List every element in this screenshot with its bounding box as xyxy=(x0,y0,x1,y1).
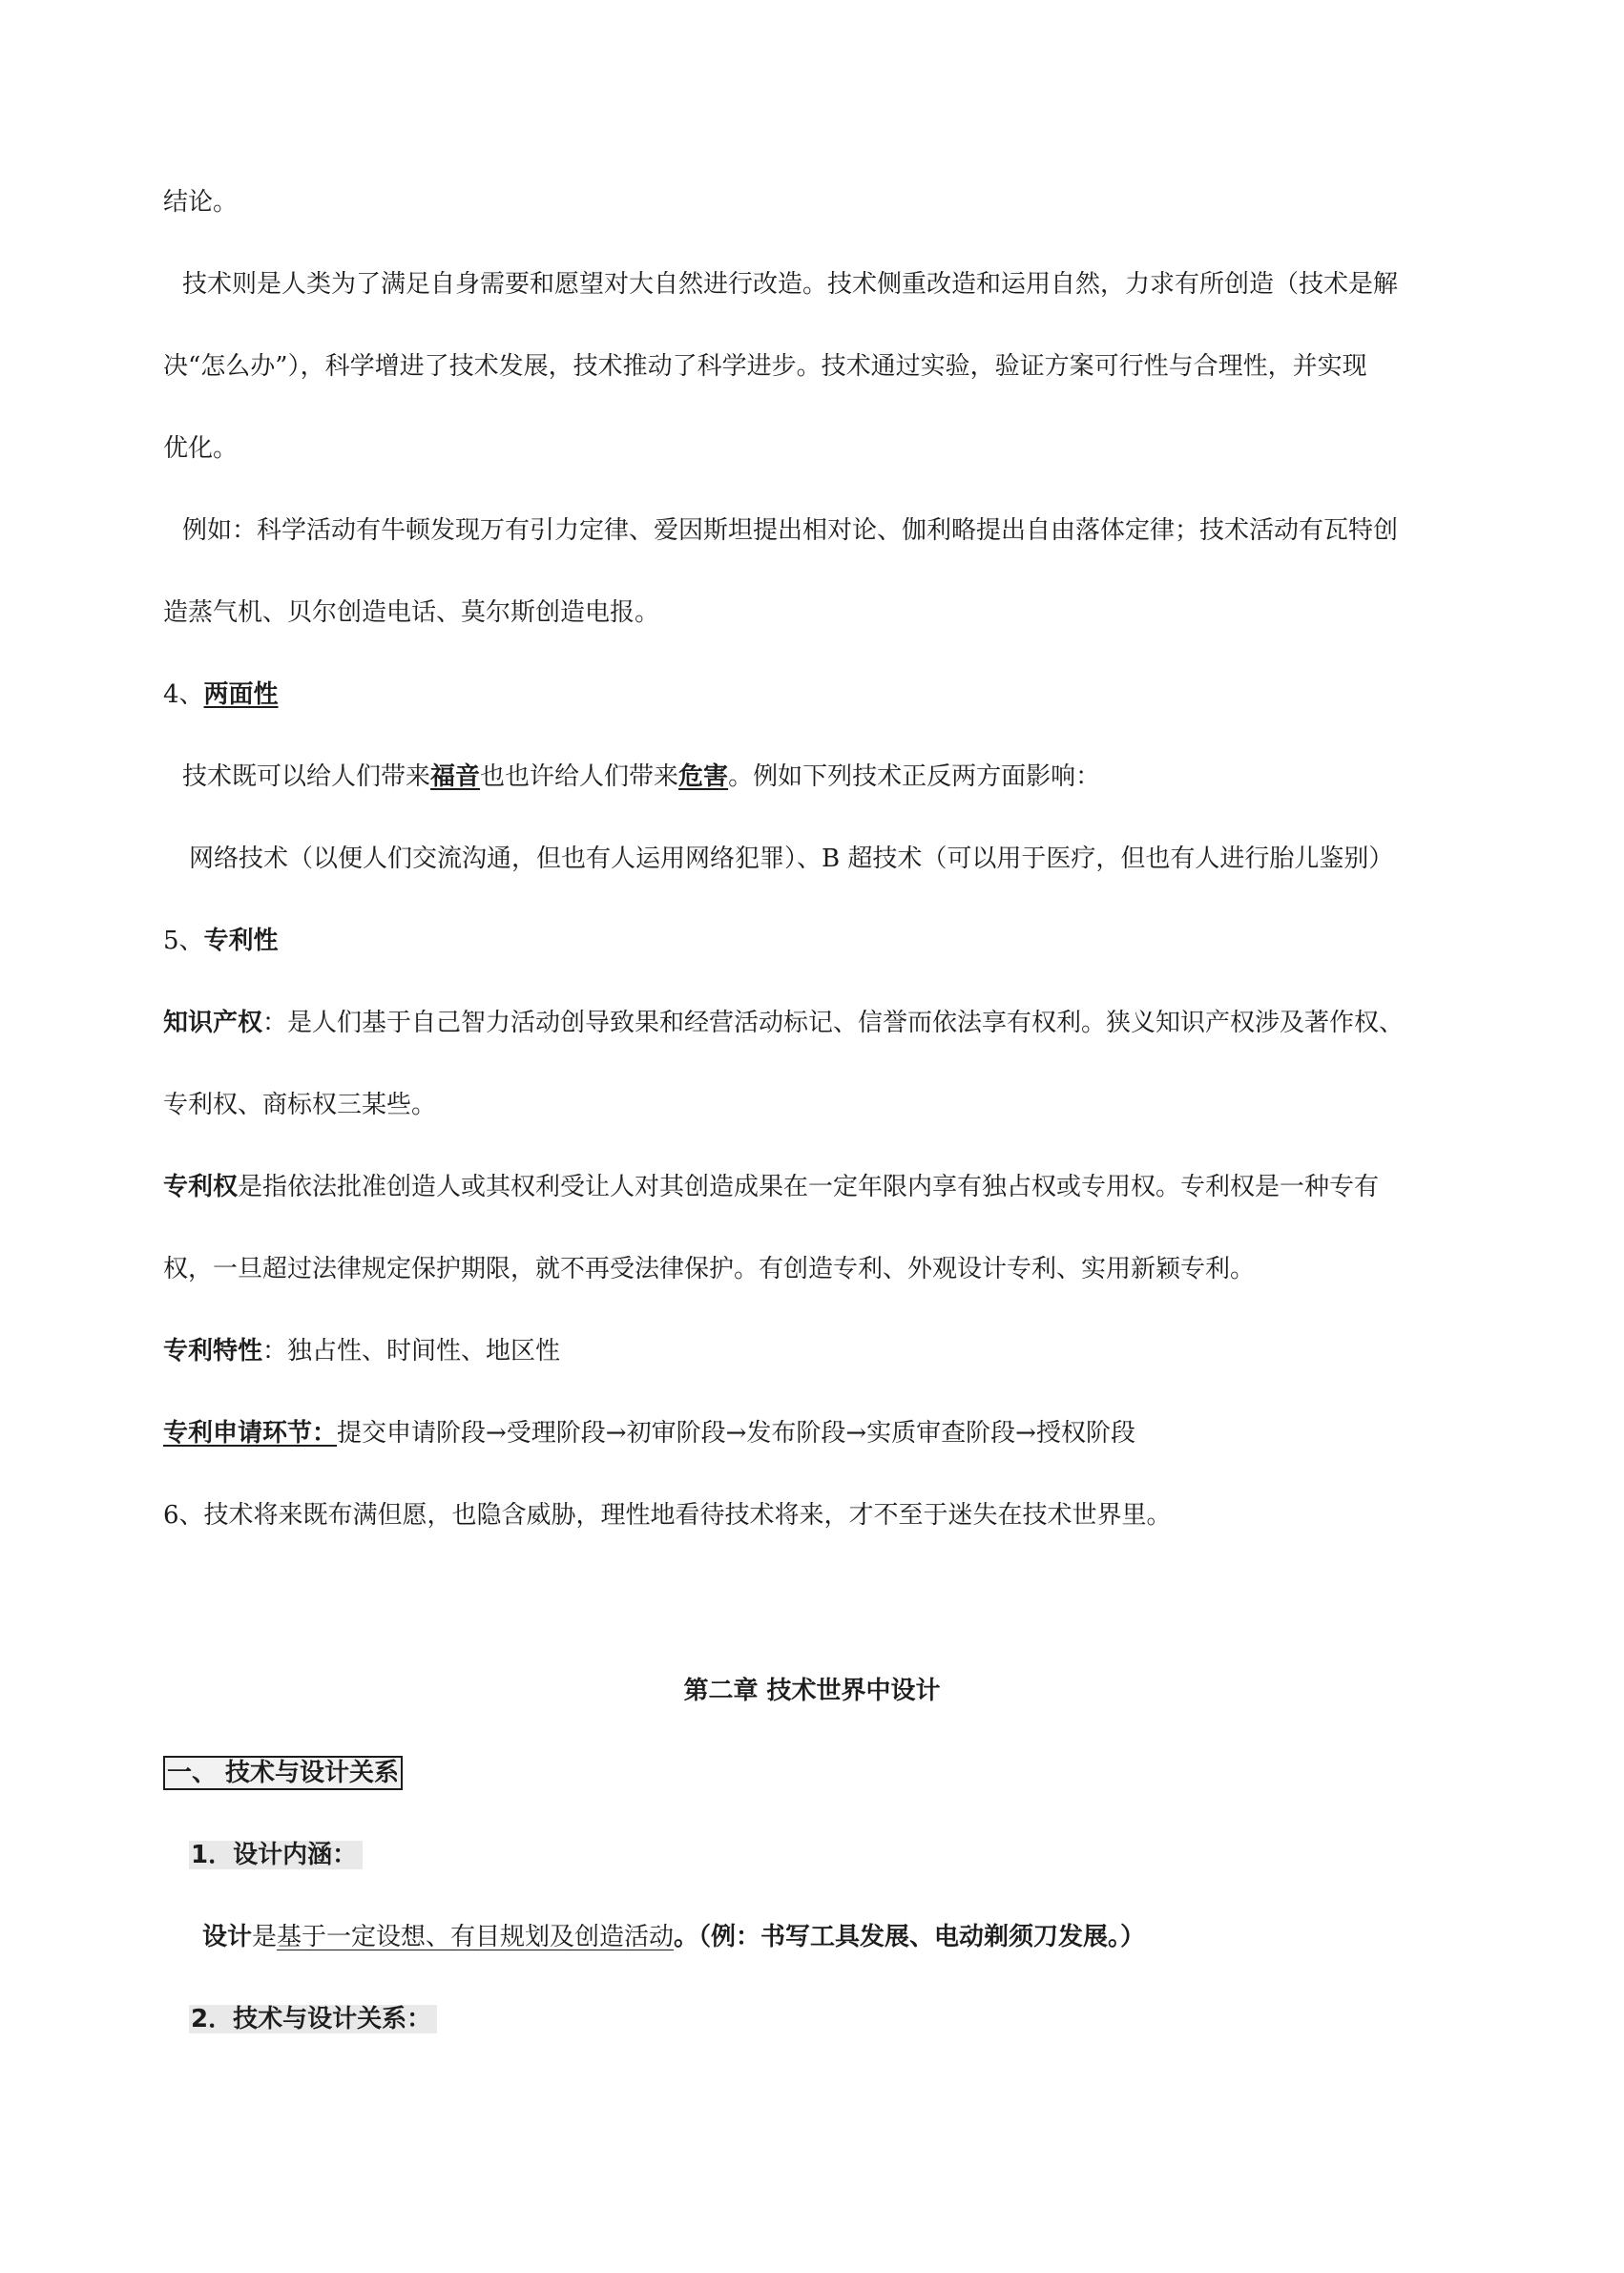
paragraph-design-definition xyxy=(202,1918,1519,1956)
text-segment: ：独占性、时间性、地区性 xyxy=(262,1337,561,1366)
paragraph-two-sides-examples: 网络技术（以便人们交流沟通，但也有人运用网络犯罪）、B 超技术（可以用于医疗，但也有人进行胎儿鉴别） xyxy=(189,845,1394,873)
paragraph-examples: 例如：科学活动有牛顿发现万有引力定律、爱因斯坦提出相对论、伽利略提出自由落体定律；技术活动有瓦特创 xyxy=(182,516,1399,545)
section-5-heading xyxy=(163,922,1480,960)
section-4-heading xyxy=(163,676,1480,714)
chapter-title: 第二章 技术世界中设计 xyxy=(683,1677,941,1705)
subheading-text: 1．设计内涵： xyxy=(189,1841,363,1869)
paragraph-patent-steps xyxy=(163,1414,1480,1452)
text-segment: 也也许给人们带来 xyxy=(480,762,679,791)
text-segment: 是指依法批准创造人或其权利受让人对其创造成果在一定年限内享有独占权或专用权。专利权是一种专有 xyxy=(238,1173,1380,1201)
text-segment: 提交申请阶段→受理阶段→初审阶段→发布阶段→实质审查阶段→授权阶段 xyxy=(337,1419,1135,1448)
paragraph-examples-cont: 造蒸气机、贝尔创造电话、莫尔斯创造电报。 xyxy=(163,598,660,627)
emphasis-blessing: 福音 xyxy=(430,762,481,791)
design-definition-underlined: 基于一定设想、有目规划及创造活动 xyxy=(277,1923,675,1951)
text-segment: 。例如下列技术正反两方面影响： xyxy=(728,762,1101,791)
paragraph-patent-features xyxy=(163,1332,1480,1370)
section-number: 4、 xyxy=(163,680,204,709)
text-segment: 。（例：书写工具发展、电动剃须刀发展。） xyxy=(674,1923,1146,1951)
paragraph-patent-right-cont: 权，一旦超过法律规定保护期限，就不再受法律保护。有创造专利、外观设计专利、实用新颖专利。 xyxy=(163,1255,1256,1283)
section-title: 两面性 xyxy=(203,680,279,709)
paragraph-technology-definition-cont: 决“怎么办”），科学增进了技术发展，技术推动了科学进步。技术通过实验，验证方案可行性与合理性，并实现 xyxy=(163,352,1367,381)
subheading-tech-design-relation xyxy=(189,2000,1506,2038)
paragraph-conclusion: 结论。 xyxy=(163,188,239,217)
text-segment: ：是人们基于自己智力活动创导致果和经营活动标记、信誉而依法享有权利。狭义知识产权涉及著作权、 xyxy=(262,1009,1405,1037)
term-patent-features: 专利特性 xyxy=(163,1337,263,1366)
emphasis-harm: 危害 xyxy=(678,762,729,791)
subheading-design-meaning xyxy=(189,1836,1506,1874)
paragraph-technology-definition-end: 优化。 xyxy=(163,434,239,463)
paragraph-patent-right xyxy=(163,1168,1480,1206)
paragraph-ip xyxy=(163,1004,1480,1042)
section-heading-box: 一、 技术与设计关系 xyxy=(163,1756,403,1790)
section-title: 专利性 xyxy=(203,927,279,955)
paragraph-technology-definition: 技术则是人类为了满足自身需要和愿望对大自然进行改造。技术侧重改造和运用自然，力求有所创造（技术是解 xyxy=(182,270,1399,299)
text-segment: 技术既可以给人们带来 xyxy=(182,762,431,791)
term-intellectual-property: 知识产权 xyxy=(163,1009,263,1037)
text-segment: 是 xyxy=(252,1923,278,1951)
section-heading-tech-design xyxy=(163,1754,1480,1792)
paragraph-future: 6、技术将来既布满但愿，也隐含威胁，理性地看待技术将来，才不至于迷失在技术世界里。 xyxy=(163,1501,1172,1530)
paragraph-ip-cont: 专利权、商标权三某些。 xyxy=(163,1091,437,1119)
paragraph-two-sides xyxy=(182,758,1499,796)
term-patent-right: 专利权 xyxy=(163,1173,239,1201)
term-patent-steps: 专利申请环节： xyxy=(163,1419,338,1448)
subheading-text: 2．技术与设计关系： xyxy=(189,2005,437,2033)
section-number: 5、 xyxy=(163,927,204,955)
term-design: 设计 xyxy=(202,1923,253,1951)
